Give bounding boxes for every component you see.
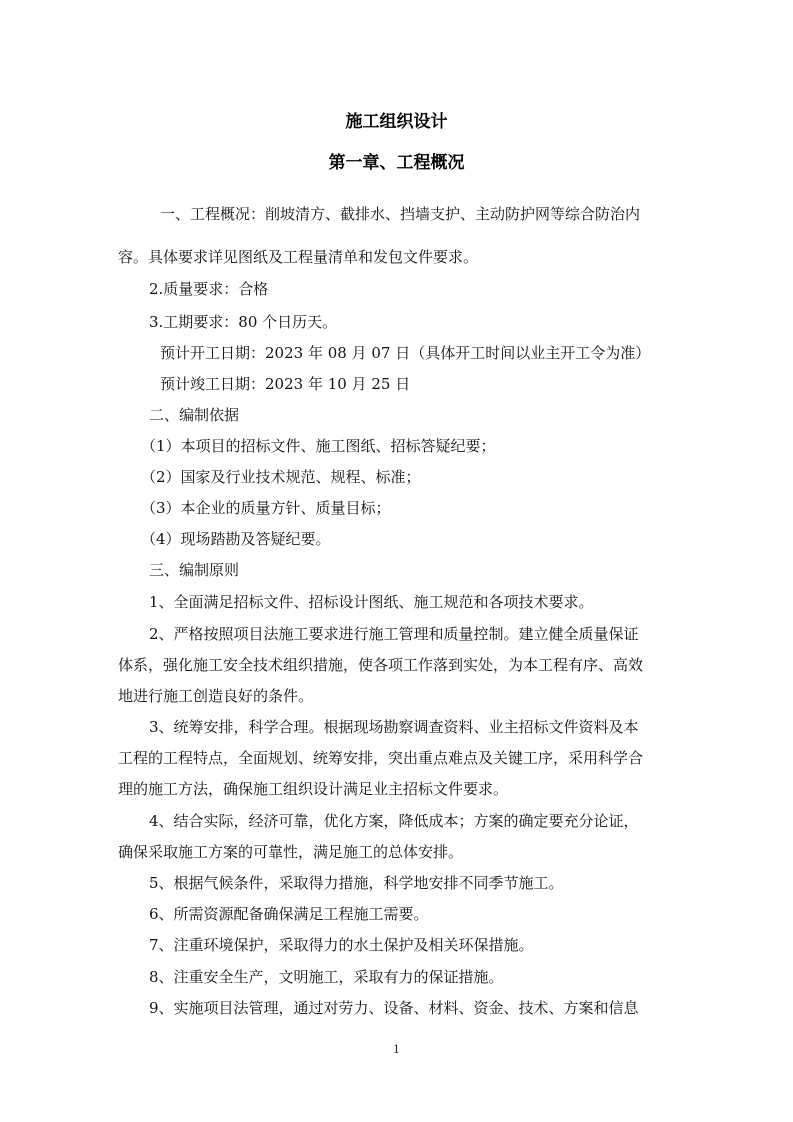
page-number: 1 [393,1043,400,1056]
principle-item: 5、根据气候条件，采取得力措施，科学地安排不同季节施工。 [149,874,564,892]
principle-item: 2、严格按照项目法施工要求进行施工管理和质量控制。建立健全质量保证 [149,625,639,643]
principle-item: 6、所需资源配备确保满足工程施工需要。 [149,905,429,923]
document-title: 施工组织设计 [345,112,448,132]
basis-item: （4）现场踏勘及答疑纪要。 [141,530,331,548]
quality-requirement: 2.质量要求：合格 [149,280,269,298]
body-line: 地进行施工创造良好的条件。 [118,687,314,705]
body-line: 确保采取施工方案的可靠性，满足施工的总体安排。 [118,843,464,861]
section-2-heading: 二、编制依据 [149,406,240,424]
basis-item: （2）国家及行业技术规范、规程、标准； [141,468,421,486]
planned-completion-date: 预计竣工日期：2023 年 10 月 25 日 [160,375,411,393]
body-line: 容。具体要求详见图纸及工程量清单和发包文件要求。 [118,248,479,266]
basis-item: （3）本企业的质量方针、质量目标； [141,499,391,517]
body-line: 工程的工程特点，全面规划、统筹安排，突出重点难点及关键工序，采用科学合 [118,749,644,767]
chapter-title: 第一章、工程概况 [328,153,465,173]
body-line: 体系，强化施工安全技术组织措施，使各项工作落到实处，为本工程有序、高效 [118,656,644,674]
principle-item: 4、结合实际，经济可靠，优化方案，降低成本；方案的确定要充分论证， [149,812,639,830]
section-1-overview: 一、工程概况：削坡清方、截排水、挡墙支护、主动防护网等综合防治内 [160,205,641,223]
principle-item: 9、实施项目法管理，通过对劳力、设备、材料、资金、技术、方案和信息 [149,999,639,1017]
planned-start-date: 预计开工日期：2023 年 08 月 07 日（具体开工时间以业主开工令为准） [160,344,651,362]
body-line: 理的施工方法，确保施工组织设计满足业主招标文件要求。 [118,780,509,798]
principle-item: 7、注重环境保护，采取得力的水土保护及相关环保措施。 [149,936,534,954]
section-3-heading: 三、编制原则 [149,561,240,579]
schedule-requirement: 3.工期要求：80 个日历天。 [149,313,338,331]
basis-item: （1）本项目的招标文件、施工图纸、招标答疑纪要； [141,437,496,455]
principle-item: 3、统筹安排，科学合理。根据现场勘察调查资料、业主招标文件资料及本 [149,718,639,736]
principle-item: 8、注重安全生产，文明施工，采取有力的保证措施。 [149,968,504,986]
principle-item: 1、全面满足招标文件、招标设计图纸、施工规范和各项技术要求。 [149,593,594,611]
